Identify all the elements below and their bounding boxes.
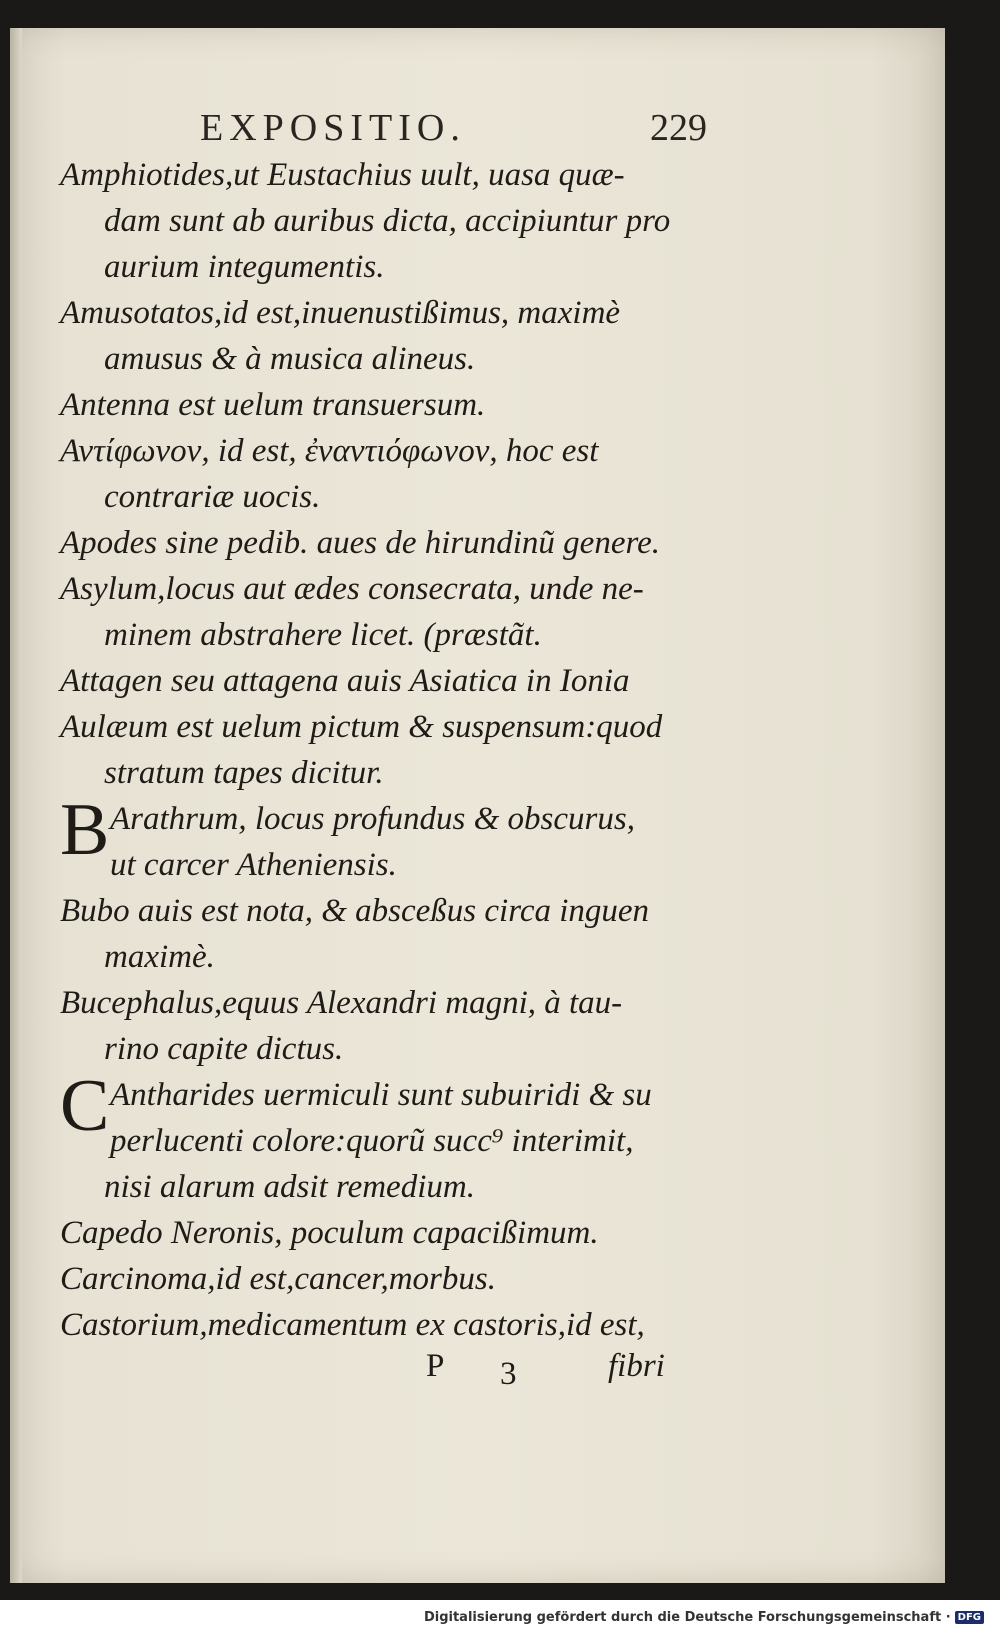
glossary-entry	[60, 382, 720, 428]
signature-letter: P	[426, 1348, 445, 1384]
entry-line: Aulæum est uelum pictum & suspensum:quod	[60, 709, 663, 745]
glossary-entry	[60, 1210, 720, 1256]
entry-line: minem abstrahere licet. (præstãt.	[104, 617, 542, 653]
entry-line: Asylum,locus aut ædes consecrata, unde ne-	[60, 571, 644, 607]
glossary-entry	[60, 1302, 720, 1348]
glossary-entry	[60, 980, 720, 1072]
entry-line: Antenna est uelum transuersum.	[60, 387, 486, 423]
glossary-entry	[60, 796, 720, 888]
entry-line: Αντίφωνον, id est, ἐναντιόφωνον, hoc est	[60, 433, 599, 469]
signature-number: 3	[500, 1356, 517, 1392]
entry-line: Bucephalus,equus Alexandri magni, à tau-	[60, 985, 623, 1021]
entry-line: Amusotatos,id est,inuenustißimus, maximè	[60, 295, 621, 331]
entry-line: Amphiotides,ut Eustachius uult, uasa quæ-	[60, 157, 625, 193]
entry-line: dam sunt ab auribus dicta, accipiuntur pro	[104, 203, 671, 239]
entry-line: Antharides uermiculi sunt subuiridi & su	[110, 1077, 652, 1113]
entry-line: ut carcer Atheniensis.	[110, 847, 397, 883]
entry-line: Arathrum, locus profundus & obscurus,	[110, 801, 635, 837]
glossary-entry	[60, 290, 720, 382]
entry-line: nisi alarum adsit remedium.	[104, 1169, 475, 1205]
entry-line: Bubo auis est nota, & absceßus circa inguen	[60, 893, 650, 929]
entry-line: Attagen seu attagena auis Asiatica in Ionia	[60, 663, 630, 699]
entry-line: perlucenti colore:quorũ succ⁹ interimit,	[110, 1123, 634, 1159]
entry-line: Carcinoma,id est,cancer,morbus.	[60, 1261, 496, 1297]
glossary-entry	[60, 566, 720, 658]
entry-line: contrariæ uocis.	[104, 479, 321, 515]
glossary-entry	[60, 428, 720, 520]
glossary-entry	[60, 704, 720, 796]
credit-text: Digitalisierung gefördert durch die Deutsche Forschungsgemeinschaft ·	[423, 1610, 951, 1625]
entry-line: Capedo Neronis, poculum capacißimum.	[60, 1215, 599, 1251]
dfg-logo: DFG	[955, 1611, 984, 1624]
glossary-entry	[60, 888, 720, 980]
running-title: EXPOSITIO.	[200, 107, 466, 149]
initial-capital: C	[60, 1072, 110, 1147]
entry-line: Castorium,medicamentum ex castoris,id est,	[60, 1307, 645, 1343]
entry-line: aurium integumentis.	[104, 249, 385, 285]
glossary-entries	[60, 152, 720, 1348]
glossary-entry	[60, 1072, 720, 1210]
initial-capital: B	[60, 796, 110, 871]
page-gutter	[10, 28, 22, 1583]
catchword: fibri	[608, 1348, 665, 1384]
entry-line: amusus & à musica alineus.	[104, 341, 476, 377]
glossary-entry	[60, 658, 720, 704]
entry-line: rino capite dictus.	[104, 1031, 344, 1067]
entry-line: stratum tapes dicitur.	[104, 755, 384, 791]
entry-line: maximè.	[104, 939, 215, 975]
entry-line: Apodes sine pedib. aues de hirundinũ genere.	[60, 525, 660, 561]
page-number: 229	[650, 107, 707, 149]
glossary-entry	[60, 520, 720, 566]
signature-line	[60, 1348, 720, 1398]
page-header	[60, 92, 720, 152]
glossary-entry	[60, 152, 720, 290]
glossary-entry	[60, 1256, 720, 1302]
digitization-credit	[424, 1610, 984, 1625]
